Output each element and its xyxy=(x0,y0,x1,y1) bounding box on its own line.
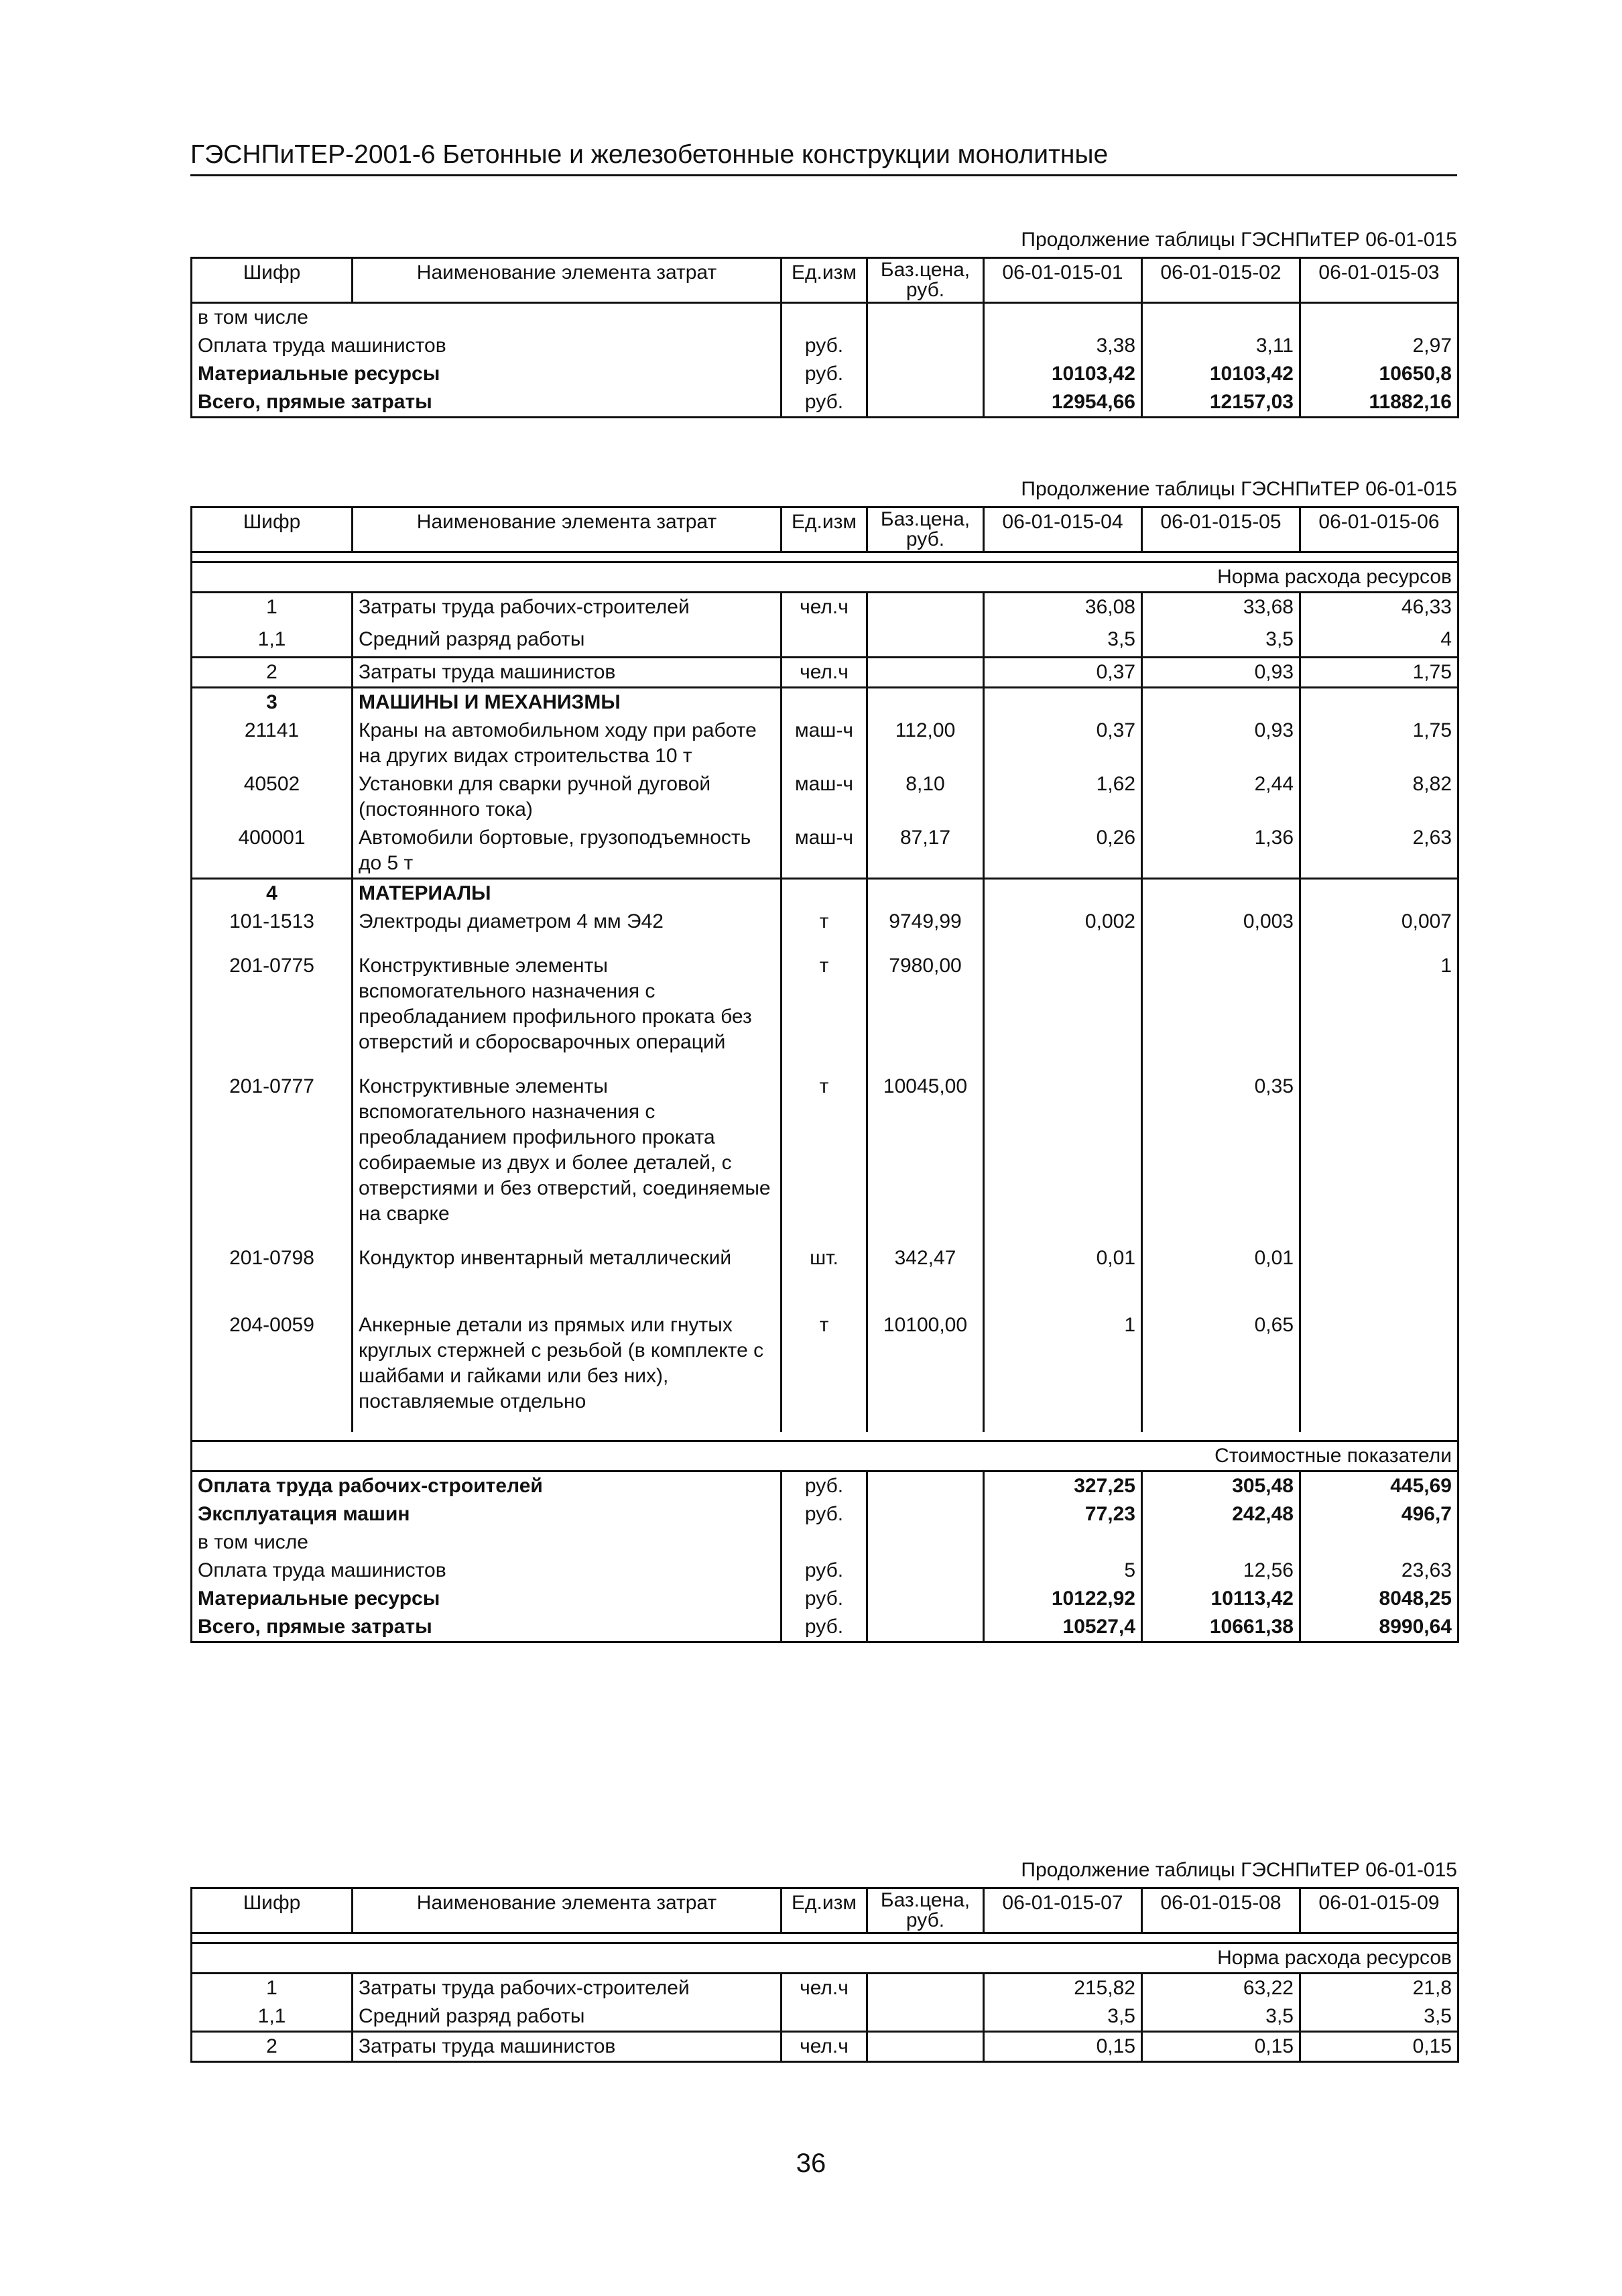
cell-value: 0,01 xyxy=(1142,1244,1300,1311)
cell-code: 4 xyxy=(192,879,353,908)
cell-value: 4 xyxy=(1300,621,1458,658)
cell-price xyxy=(867,688,984,717)
cell-value: 10103,42 xyxy=(1142,360,1300,388)
cell-value: 1 xyxy=(984,1311,1142,1432)
cost-value: 445,69 xyxy=(1300,1471,1458,1501)
spacer-cell xyxy=(192,1933,1458,1943)
cost-price xyxy=(867,1557,984,1585)
cost-value: 242,48 xyxy=(1142,1500,1300,1528)
cell-value xyxy=(1300,1311,1458,1432)
cell-value: 1,36 xyxy=(1142,824,1300,879)
table1-caption: Продолжение таблицы ГЭСНПиТЕР 06-01-015 xyxy=(1021,229,1457,251)
cell-value xyxy=(1142,303,1300,333)
header-name: Наименование элемента затрат xyxy=(353,258,782,303)
cell-value: 1,62 xyxy=(984,770,1142,824)
cell-value: 10650,8 xyxy=(1300,360,1458,388)
cell-value xyxy=(1142,879,1300,908)
header-col-code: 06-01-015-08 xyxy=(1142,1888,1300,1933)
cell-value: 3,5 xyxy=(984,621,1142,658)
spacer-row xyxy=(192,1933,1458,1943)
cell-value xyxy=(984,688,1142,717)
cost-row xyxy=(192,1528,1458,1557)
cell-value xyxy=(984,879,1142,908)
cell-label: в том числе xyxy=(192,303,782,333)
cell-value: 0,26 xyxy=(984,824,1142,879)
cell-name: Конструктивные элементы вспомогательного назначения с преобладанием профильного проката собираемые из двух и более деталей, с отверстиями и без отверстий, соединяемые на сварке xyxy=(353,1073,782,1244)
cost-label: Оплата труда рабочих-строителей xyxy=(192,1471,782,1501)
cell-price xyxy=(867,2032,984,2062)
cell-value: 33,68 xyxy=(1142,593,1300,622)
table-row xyxy=(192,908,1458,936)
cell-name: Средний разряд работы xyxy=(353,2002,782,2032)
cell-value: 8,82 xyxy=(1300,770,1458,824)
cost-value xyxy=(1142,1528,1300,1557)
cell-value xyxy=(1300,879,1458,908)
cell-name: Затраты труда рабочих-строителей xyxy=(353,1974,782,2003)
cell-value: 0,15 xyxy=(1142,2032,1300,2062)
cell-code: 201-0777 xyxy=(192,1073,353,1244)
table-row xyxy=(192,688,1458,717)
cell-value: 0,93 xyxy=(1142,658,1300,688)
cell-name: Конструктивные элементы вспомогательного назначения с преобладанием профильного проката без отверстий и сборосварочных операций xyxy=(353,936,782,1073)
header-col-code: 06-01-015-03 xyxy=(1300,258,1458,303)
table-row xyxy=(192,303,1458,333)
cost-row xyxy=(192,1613,1458,1642)
spacer-row xyxy=(192,1432,1458,1441)
cell-value xyxy=(1300,688,1458,717)
page-header: ГЭСНПиТЕР-2001-6 Бетонные и железобетонные конструкции монолитные xyxy=(190,139,1457,176)
cell-unit xyxy=(782,688,867,717)
cost-value: 5 xyxy=(984,1557,1142,1585)
cell-unit: т xyxy=(782,1073,867,1244)
cost-price xyxy=(867,1471,984,1501)
header-code: Шифр xyxy=(192,258,353,303)
cell-value: 3,5 xyxy=(1142,2002,1300,2032)
cell-value: 21,8 xyxy=(1300,1974,1458,2003)
table-row xyxy=(192,717,1458,770)
cost-price xyxy=(867,1500,984,1528)
section-norm-row xyxy=(192,562,1458,593)
cell-value: 12954,66 xyxy=(984,388,1142,418)
cell-name: Затраты труда машинистов xyxy=(353,658,782,688)
cell-name: Средний разряд работы xyxy=(353,621,782,658)
header-col-code: 06-01-015-01 xyxy=(984,258,1142,303)
table3 xyxy=(190,1887,1459,2063)
cell-price: 10100,00 xyxy=(867,1311,984,1432)
cell-name: Автомобили бортовые, грузоподъемность до 5 т xyxy=(353,824,782,879)
cell-value: 0,15 xyxy=(984,2032,1142,2062)
cell-value: 0,15 xyxy=(1300,2032,1458,2062)
table-row xyxy=(192,1974,1458,2003)
cost-value: 10122,92 xyxy=(984,1585,1142,1613)
cell-value: 1 xyxy=(1300,936,1458,1073)
cell-unit: руб. xyxy=(782,388,867,418)
cell-value: 0,37 xyxy=(984,658,1142,688)
cell-value: 36,08 xyxy=(984,593,1142,622)
cell-name: Затраты труда рабочих-строителей xyxy=(353,593,782,622)
cell-label: Оплата труда машинистов xyxy=(192,332,782,360)
cell-code: 101-1513 xyxy=(192,908,353,936)
cell-price xyxy=(867,879,984,908)
cell-value xyxy=(1300,1244,1458,1311)
spacer-cell xyxy=(192,1432,1458,1441)
cell-price xyxy=(867,332,984,360)
cell-value: 0,35 xyxy=(1142,1073,1300,1244)
cell-unit: шт. xyxy=(782,1244,867,1311)
cell-code: 1,1 xyxy=(192,621,353,658)
table-header-row xyxy=(192,507,1458,552)
cell-value xyxy=(984,936,1142,1073)
header-unit: Ед.изм xyxy=(782,1888,867,1933)
cell-name: Краны на автомобильном ходу при работе на других видах строительства 10 т xyxy=(353,717,782,770)
table-row xyxy=(192,879,1458,908)
cell-unit xyxy=(782,621,867,658)
cell-price: 8,10 xyxy=(867,770,984,824)
cell-value xyxy=(1142,688,1300,717)
table-row xyxy=(192,770,1458,824)
cost-unit: руб. xyxy=(782,1585,867,1613)
cell-code: 1 xyxy=(192,1974,353,2003)
cell-value xyxy=(984,303,1142,333)
cost-price xyxy=(867,1585,984,1613)
cost-unit: руб. xyxy=(782,1557,867,1585)
cell-price xyxy=(867,1974,984,2003)
cell-price xyxy=(867,2002,984,2032)
cell-value: 10103,42 xyxy=(984,360,1142,388)
cell-value xyxy=(1300,1073,1458,1244)
table2-caption: Продолжение таблицы ГЭСНПиТЕР 06-01-015 xyxy=(1021,478,1457,500)
cost-value xyxy=(984,1528,1142,1557)
cost-value: 10113,42 xyxy=(1142,1585,1300,1613)
header-code: Шифр xyxy=(192,507,353,552)
cell-price: 87,17 xyxy=(867,824,984,879)
cell-unit: руб. xyxy=(782,360,867,388)
header-name: Наименование элемента затрат xyxy=(353,1888,782,1933)
cell-price xyxy=(867,621,984,658)
header-col-code: 06-01-015-04 xyxy=(984,507,1142,552)
cell-code: 2 xyxy=(192,2032,353,2062)
cost-value: 10527,4 xyxy=(984,1613,1142,1642)
cell-value: 2,63 xyxy=(1300,824,1458,879)
cell-price: 7980,00 xyxy=(867,936,984,1073)
cell-name: Затраты труда машинистов xyxy=(353,2032,782,2062)
cell-price xyxy=(867,303,984,333)
cell-value: 1,75 xyxy=(1300,658,1458,688)
cell-unit xyxy=(782,303,867,333)
header-col-code: 06-01-015-07 xyxy=(984,1888,1142,1933)
cell-name: Электроды диаметром 4 мм Э42 xyxy=(353,908,782,936)
table-header-row xyxy=(192,258,1458,303)
cost-label: Всего, прямые затраты xyxy=(192,1613,782,1642)
header-unit: Ед.изм xyxy=(782,258,867,303)
cost-unit xyxy=(782,1528,867,1557)
cell-value: 2,44 xyxy=(1142,770,1300,824)
cell-value xyxy=(1300,303,1458,333)
header-col-code: 06-01-015-05 xyxy=(1142,507,1300,552)
cell-unit xyxy=(782,2002,867,2032)
cell-value xyxy=(984,1073,1142,1244)
cell-value: 2,97 xyxy=(1300,332,1458,360)
cell-value: 215,82 xyxy=(984,1974,1142,2003)
cell-code: 1 xyxy=(192,593,353,622)
cell-value: 0,007 xyxy=(1300,908,1458,936)
cell-unit: маш-ч xyxy=(782,717,867,770)
cell-code: 204-0059 xyxy=(192,1311,353,1432)
cell-price: 10045,00 xyxy=(867,1073,984,1244)
cell-unit: чел.ч xyxy=(782,593,867,622)
header-col-code: 06-01-015-06 xyxy=(1300,507,1458,552)
cell-value: 3,38 xyxy=(984,332,1142,360)
cell-value: 0,003 xyxy=(1142,908,1300,936)
cell-value: 0,002 xyxy=(984,908,1142,936)
header-col-code: 06-01-015-09 xyxy=(1300,1888,1458,1933)
cell-value xyxy=(1142,936,1300,1073)
cost-label: Оплата труда машинистов xyxy=(192,1557,782,1585)
cost-unit: руб. xyxy=(782,1500,867,1528)
cost-row xyxy=(192,1557,1458,1585)
section-norm: Норма расхода ресурсов xyxy=(192,1943,1458,1974)
cost-value: 305,48 xyxy=(1142,1471,1300,1501)
cost-value: 8990,64 xyxy=(1300,1613,1458,1642)
spacer-row xyxy=(192,552,1458,562)
cell-label: Всего, прямые затраты xyxy=(192,388,782,418)
cell-price: 342,47 xyxy=(867,1244,984,1311)
cell-value: 0,93 xyxy=(1142,717,1300,770)
cell-code: 1,1 xyxy=(192,2002,353,2032)
cell-value: 3,5 xyxy=(1142,621,1300,658)
cost-value: 77,23 xyxy=(984,1500,1142,1528)
header-price: Баз.цена, руб. xyxy=(867,1888,984,1933)
cost-value: 23,63 xyxy=(1300,1557,1458,1585)
cost-unit: руб. xyxy=(782,1613,867,1642)
page-number: 36 xyxy=(796,2149,826,2178)
cell-name: Анкерные детали из прямых или гнутых круглых стержней с резьбой (в комплекте с шайбами и гайками или без них), поставляемые отдельно xyxy=(353,1311,782,1432)
cell-unit: т xyxy=(782,1311,867,1432)
cell-name: МАТЕРИАЛЫ xyxy=(353,879,782,908)
cell-code: 201-0798 xyxy=(192,1244,353,1311)
table-row xyxy=(192,936,1458,1073)
cell-value: 46,33 xyxy=(1300,593,1458,622)
table-row xyxy=(192,1244,1458,1311)
spacer-cell xyxy=(192,552,1458,562)
cell-price xyxy=(867,658,984,688)
cell-value: 63,22 xyxy=(1142,1974,1300,2003)
cost-unit: руб. xyxy=(782,1471,867,1501)
cost-row xyxy=(192,1471,1458,1501)
cell-code: 3 xyxy=(192,688,353,717)
header-price: Баз.цена, руб. xyxy=(867,258,984,303)
cell-value: 3,11 xyxy=(1142,332,1300,360)
header-price: Баз.цена, руб. xyxy=(867,507,984,552)
cost-row xyxy=(192,1585,1458,1613)
cost-value: 8048,25 xyxy=(1300,1585,1458,1613)
cell-code: 400001 xyxy=(192,824,353,879)
cell-price: 9749,99 xyxy=(867,908,984,936)
cost-row xyxy=(192,1500,1458,1528)
cell-unit: руб. xyxy=(782,332,867,360)
cell-unit: т xyxy=(782,936,867,1073)
header-code: Шифр xyxy=(192,1888,353,1933)
cost-label: в том числе xyxy=(192,1528,782,1557)
header-unit: Ед.изм xyxy=(782,507,867,552)
table-row xyxy=(192,360,1458,388)
section-norm: Норма расхода ресурсов xyxy=(192,562,1458,593)
table-row xyxy=(192,658,1458,688)
cell-value: 11882,16 xyxy=(1300,388,1458,418)
cell-label: Материальные ресурсы xyxy=(192,360,782,388)
cell-price xyxy=(867,593,984,622)
table-row xyxy=(192,1073,1458,1244)
cell-code: 21141 xyxy=(192,717,353,770)
cost-value: 12,56 xyxy=(1142,1557,1300,1585)
table1 xyxy=(190,257,1459,418)
cell-value: 1,75 xyxy=(1300,717,1458,770)
cell-unit: чел.ч xyxy=(782,2032,867,2062)
cell-unit: чел.ч xyxy=(782,1974,867,2003)
table-row xyxy=(192,2002,1458,2032)
table-row xyxy=(192,388,1458,418)
cell-name: МАШИНЫ И МЕХАНИЗМЫ xyxy=(353,688,782,717)
cost-price xyxy=(867,1528,984,1557)
cell-value: 12157,03 xyxy=(1142,388,1300,418)
cell-price: 112,00 xyxy=(867,717,984,770)
table-row xyxy=(192,2032,1458,2062)
table-row xyxy=(192,593,1458,622)
section-cost: Стоимостные показатели xyxy=(192,1441,1458,1471)
header-name: Наименование элемента затрат xyxy=(353,507,782,552)
cell-unit: маш-ч xyxy=(782,824,867,879)
cost-label: Материальные ресурсы xyxy=(192,1585,782,1613)
cell-price xyxy=(867,360,984,388)
table-row xyxy=(192,621,1458,658)
cell-value: 3,5 xyxy=(984,2002,1142,2032)
table-row xyxy=(192,824,1458,879)
cell-name: Установки для сварки ручной дуговой (постоянного тока) xyxy=(353,770,782,824)
cost-price xyxy=(867,1613,984,1642)
header-col-code: 06-01-015-02 xyxy=(1142,258,1300,303)
cell-unit: чел.ч xyxy=(782,658,867,688)
cell-unit: маш-ч xyxy=(782,770,867,824)
cell-value: 3,5 xyxy=(1300,2002,1458,2032)
section-norm-row xyxy=(192,1943,1458,1974)
cost-label: Эксплуатация машин xyxy=(192,1500,782,1528)
table2 xyxy=(190,506,1459,1643)
cost-value: 496,7 xyxy=(1300,1500,1458,1528)
table-row xyxy=(192,1311,1458,1432)
cell-code: 201-0775 xyxy=(192,936,353,1073)
cell-code: 2 xyxy=(192,658,353,688)
cell-code: 40502 xyxy=(192,770,353,824)
cell-price xyxy=(867,388,984,418)
cell-value: 0,01 xyxy=(984,1244,1142,1311)
table3-caption: Продолжение таблицы ГЭСНПиТЕР 06-01-015 xyxy=(1021,1859,1457,1881)
cost-value: 327,25 xyxy=(984,1471,1142,1501)
table-row xyxy=(192,332,1458,360)
cell-value: 0,65 xyxy=(1142,1311,1300,1432)
cost-value xyxy=(1300,1528,1458,1557)
cell-name: Кондуктор инвентарный металлический xyxy=(353,1244,782,1311)
cell-unit xyxy=(782,879,867,908)
table-header-row xyxy=(192,1888,1458,1933)
cell-unit: т xyxy=(782,908,867,936)
cost-value: 10661,38 xyxy=(1142,1613,1300,1642)
cell-value: 0,37 xyxy=(984,717,1142,770)
section-cost-row xyxy=(192,1441,1458,1471)
